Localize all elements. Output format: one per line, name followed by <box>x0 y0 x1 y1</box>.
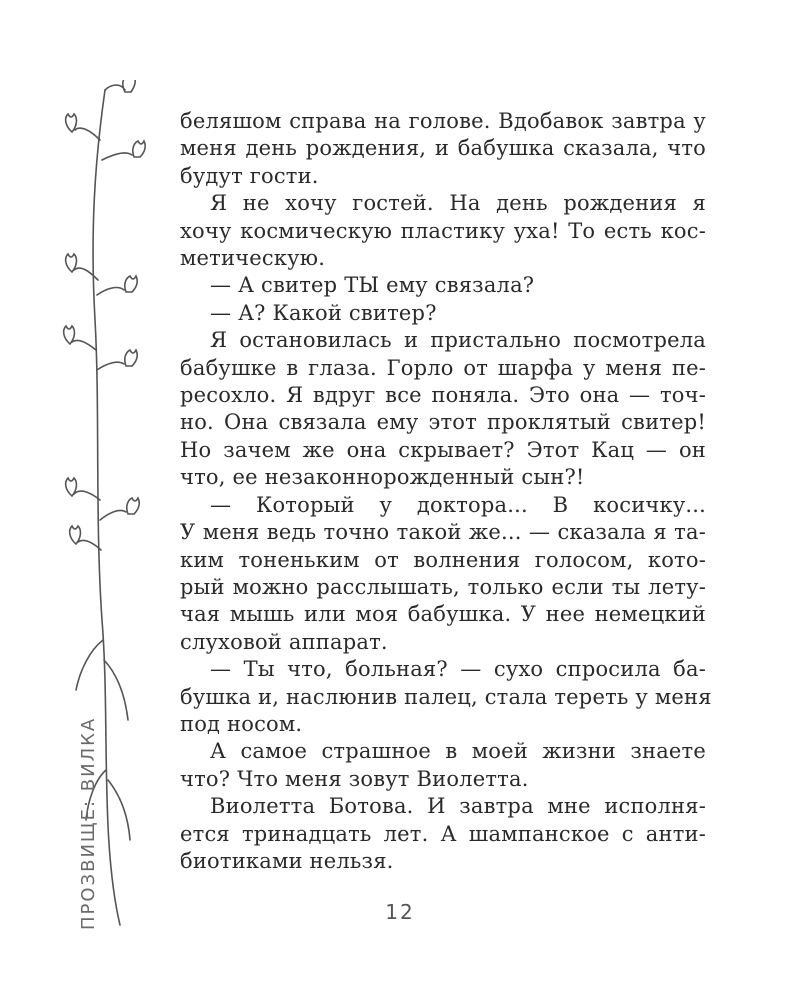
flower-icon <box>66 254 77 272</box>
text-line: беляшом справа на голове. Вдобавок завтра у <box>180 109 706 133</box>
text-line: бабушке в глаза. Горло от шарфа у меня пе- <box>180 355 706 380</box>
flower-icon <box>127 498 139 514</box>
side-chapter-title: ПРОЗВИЩЕ: ВИЛКА <box>78 716 99 930</box>
text-line: Но зачем же она скрывает? Этот Кац — он <box>180 437 706 462</box>
text-line: бушка и, наслюнив палец, стала тереть у меня <box>180 684 712 709</box>
text-line: метическую. <box>180 246 326 271</box>
flower-stem-illustration <box>40 80 160 930</box>
leaf-line <box>76 640 103 690</box>
text-line: Я не хочу гостей. На день рождения я <box>210 191 706 216</box>
page-number: 12 <box>385 900 415 924</box>
flower-icon <box>70 526 81 544</box>
text-line: под носом. <box>180 711 303 736</box>
text-line: рый можно расслышать, только если ты лету- <box>180 574 706 599</box>
text-line: меня день рождения, и бабушка сказала, что <box>180 136 706 161</box>
leaf-line <box>104 660 128 720</box>
text-line: биотиками нельзя. <box>180 848 394 873</box>
text-line: — А? Какой свитер? <box>210 300 437 325</box>
flower-icon <box>125 350 137 366</box>
text-line: что, ее незаконнорожденный сын?! <box>180 465 585 490</box>
text-line: что? Что меня зовут Виолетта. <box>180 766 529 791</box>
flower-icon <box>66 114 77 132</box>
text-line: Виолетта Ботова. И завтра мне исполня- <box>210 794 706 819</box>
text-line: слуховой аппарат. <box>180 629 388 654</box>
text-line: — Который у доктора... В косичку... <box>210 492 706 517</box>
leaf-line <box>108 780 130 840</box>
text-line: ется тринадцать лет. А шампанское с анти- <box>180 821 706 846</box>
flower-icon <box>133 141 145 157</box>
text-line: чая мышь или моя бабушка. У нее немецкий <box>180 602 706 627</box>
flower-icon <box>123 80 135 92</box>
text-line: ресохло. Я вдруг все поняла. Это она — точ- <box>180 383 706 408</box>
text-line: — Ты что, больная? — сухо спросила ба- <box>210 657 706 682</box>
flower-icon <box>64 326 75 344</box>
text-line: У меня ведь точно такой же... — сказала я та- <box>180 520 706 545</box>
body-text <box>180 108 712 875</box>
text-line: — А свитер ТЫ ему связала? <box>210 273 535 298</box>
text-line: А самое страшное в моей жизни знаете <box>210 739 706 764</box>
flower-icon <box>66 478 77 496</box>
text-line: но. Она связала ему этот проклятый свитер! <box>180 410 706 435</box>
flower-icon <box>125 276 137 292</box>
text-line: ким тоненьким от волнения голосом, кото- <box>180 547 706 572</box>
text-line: будут гости. <box>180 163 319 188</box>
text-line: Я остановилась и пристально посмотрела <box>210 328 706 353</box>
text-line: хочу космическую пластику уха! То есть кос- <box>180 218 706 243</box>
